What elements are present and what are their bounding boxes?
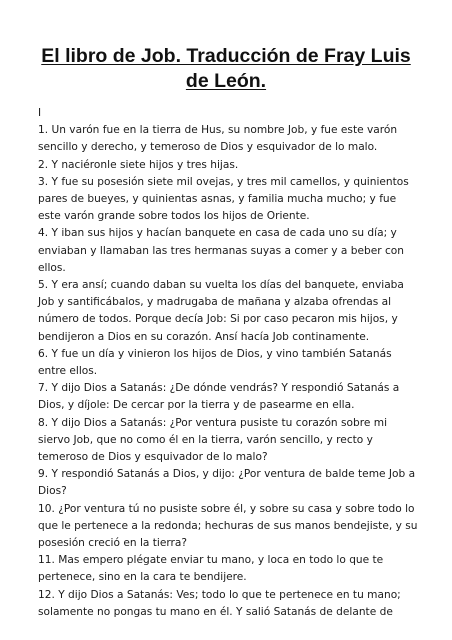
verse: 7. Y dijo Dios a Satanás: ¿De dónde vendrás? Y respondió Satanás a Dios, y díjole: De cercar por la tierra y de pasearme en ella.	[38, 382, 400, 412]
verse: 3. Y fue su posesión siete mil ovejas, y tres mil camellos, y quinientos pares de bueyes, y quinientas asnas, y familia mucha mucho; y fue este varón grande sobre todos los hijos de Oriente.	[38, 175, 409, 223]
verse: 2. Y naciéronle siete hijos y tres hijas.	[38, 158, 239, 171]
verse: 10. ¿Por ventura tú no pusiste sobre él, y sobre su casa y sobre todo lo que le pertenece a la redonda; hechuras de sus manos bendejiste, y su posesión creció en la tierra?	[38, 502, 418, 550]
verse: 9. Y respondió Satanás a Dios, y dijo: ¿Por ventura de balde teme Job a Dios?	[38, 468, 416, 498]
chapter-number: I	[38, 107, 42, 119]
verse: 5. Y era ansí; cuando daban su vuelta los días del banquete, enviaba Job y santificábalos, y madrugaba de mañana y alzaba ofrendas al número de todos. Porque decía Job: Si por caso pecaron mis hijos, y bendijeron a Dios en su corazón. Ansí hacía Job continamente.	[38, 279, 404, 343]
verse: 1. Un varón fue en la tierra de Hus, su nombre Job, y fue este varón sencillo y derecho, y temeroso de Dios y esquivador de lo malo.	[38, 124, 398, 154]
document-body	[38, 105, 422, 621]
verse: 12. Y dijo Dios a Satanás: Ves; todo lo que te pertenece en tu mano; solamente no pongas tu mano en él. Y salió Satanás de delante de	[38, 588, 401, 618]
verse: 11. Mas empero plégate enviar tu mano, y loca en todo lo que te pertenece, sino en la cara te bendijere.	[38, 554, 384, 584]
verse: 4. Y iban sus hijos y hacían banquete en casa de cada uno su día; y enviaban y llamaban las tres hermanas suyas a comer y a beber con ellos.	[38, 227, 404, 274]
verse: 6. Y fue un día y vinieron los hijos de Dios, y vino también Satanás entre ellos.	[38, 347, 392, 378]
document-title: El libro de Job. Traducción de Fray Luis de León.	[41, 45, 411, 92]
verse: 8. Y dijo Dios a Satanás: ¿Por ventura pusiste tu corazón sobre mi siervo Job, que no como él en la tierra, varón sencillo, y recto y temeroso de Dios y esquivador de lo malo?	[38, 416, 388, 464]
